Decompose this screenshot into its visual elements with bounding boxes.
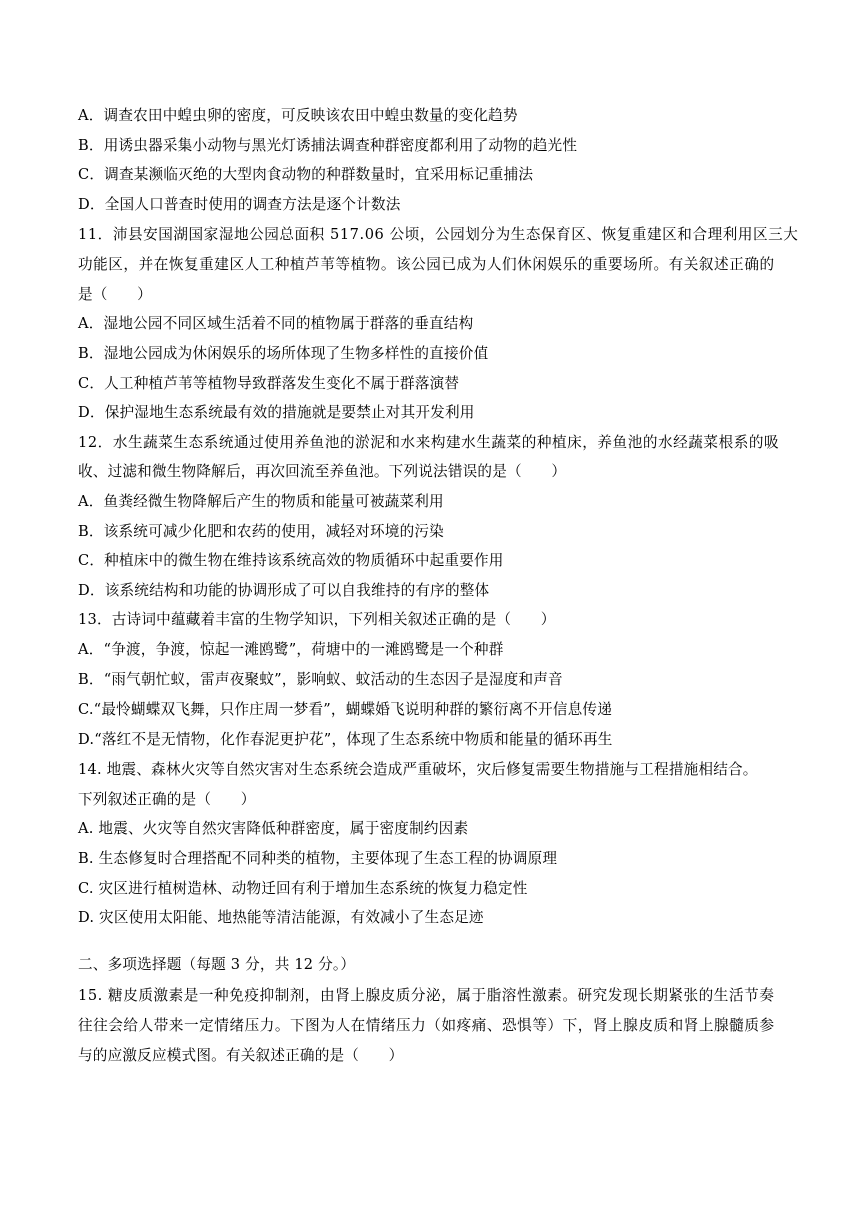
- q12-option-d: D．该系统结构和功能的协调形成了可以自我维持的有序的整体: [78, 582, 490, 599]
- q14-option-d: D. 灾区使用太阳能、地热能等清洁能源，有效减小了生态足迹: [78, 909, 484, 926]
- q13-option-c: C.“最怜蝴蝶双飞舞，只作庄周一梦看”，蝴蝶婚飞说明种群的繁衍离不开信息传递: [78, 701, 612, 718]
- q14-stem-line2: 下列叙述正确的是（ ）: [78, 791, 256, 808]
- q11-stem-line2: 功能区，并在恢复重建区人工种植芦苇等植物。该公园已成为人们休闲娱乐的重要场所。有关叙述正确的: [78, 256, 775, 273]
- q10-option-c: C．调查某濒临灭绝的大型肉食动物的种群数量时，宜采用标记重捕法: [78, 166, 534, 183]
- q15-stem-line2: 往往会给人带来一定情绪压力。下图为人在情绪压力（如疼痛、恐惧等）下，肾上腺皮质和肾上腺髓质参: [78, 1017, 775, 1034]
- q14-option-b: B. 生态修复时合理搭配不同种类的植物，主要体现了生态工程的协调原理: [78, 850, 558, 867]
- q14-option-a: A. 地震、火灾等自然灾害降低种群密度，属于密度制约因素: [78, 820, 469, 837]
- q11-stem-line3: 是（ ）: [78, 286, 152, 303]
- q13-option-d: D.“落红不是无情物，化作春泥更护花”，体现了生态系统中物质和能量的循环再生: [78, 731, 613, 748]
- q11-option-d: D．保护湿地生态系统最有效的措施就是要禁止对其开发利用: [78, 404, 475, 421]
- q12-option-a: A．鱼粪经微生物降解后产生的物质和能量可被蔬菜利用: [78, 493, 444, 510]
- q12-stem-line2: 收、过滤和微生物降解后，再次回流至养鱼池。下列说法错误的是（ ）: [78, 463, 567, 480]
- q12-option-c: C．种植床中的微生物在维持该系统高效的物质循环中起重要作用: [78, 552, 504, 569]
- q13-option-a: A．“争渡，争渡，惊起一滩鸥鹭”，荷塘中的一滩鸥鹭是一个种群: [78, 641, 504, 658]
- q10-option-a: A．调查农田中蝗虫卵的密度，可反映该农田中蝗虫数量的变化趋势: [78, 107, 518, 124]
- q10-option-d: D．全国人口普查时使用的调查方法是逐个计数法: [78, 196, 401, 213]
- q14-stem-line1: 14. 地震、森林火灾等自然灾害对生态系统会造成严重破坏，灾后修复需要生物措施与工程措施相结合。: [78, 761, 758, 778]
- q11-option-a: A．湿地公园不同区域生活着不同的植物属于群落的垂直结构: [78, 315, 474, 332]
- q15-stem-line3: 与的应激反应模式图。有关叙述正确的是（ ）: [78, 1047, 404, 1064]
- q11-option-b: B．湿地公园成为休闲娱乐的场所体现了生物多样性的直接价值: [78, 345, 489, 362]
- q13-option-b: B．“雨气朝忙蚁，雷声夜聚蚊”，影响蚁、蚊活动的生态因子是湿度和声音: [78, 671, 563, 688]
- section-heading-multiple-choice: 二、多项选择题（每题 3 分，共 12 分。）: [78, 956, 356, 973]
- q11-stem-line1: 11．沛县安国湖国家湿地公园总面积 517.06 公顷，公园划分为生态保育区、恢复重建区和合理利用区三大: [78, 226, 799, 243]
- q14-option-c: C. 灾区进行植树造林、动物迁回有利于增加生态系统的恢复力稳定性: [78, 880, 528, 897]
- q11-option-c: C．人工种植芦苇等植物导致群落发生变化不属于群落演替: [78, 375, 460, 392]
- q15-stem-line1: 15. 糖皮质激素是一种免疫抑制剂，由肾上腺皮质分泌，属于脂溶性激素。研究发现长期紧张的生活节奏: [78, 987, 775, 1004]
- q12-stem-line1: 12．水生蔬菜生态系统通过使用养鱼池的淤泥和水来构建水生蔬菜的种植床，养鱼池的水经蔬菜根系的吸: [78, 434, 780, 451]
- q10-option-b: B．用诱虫器采集小动物与黑光灯诱捕法调查种群密度都利用了动物的趋光性: [78, 137, 578, 154]
- q12-option-b: B．该系统可减少化肥和农药的使用，减轻对环境的污染: [78, 523, 444, 540]
- q13-stem: 13．古诗词中蕴藏着丰富的生物学知识，下列相关叙述正确的是（ ）: [78, 611, 556, 628]
